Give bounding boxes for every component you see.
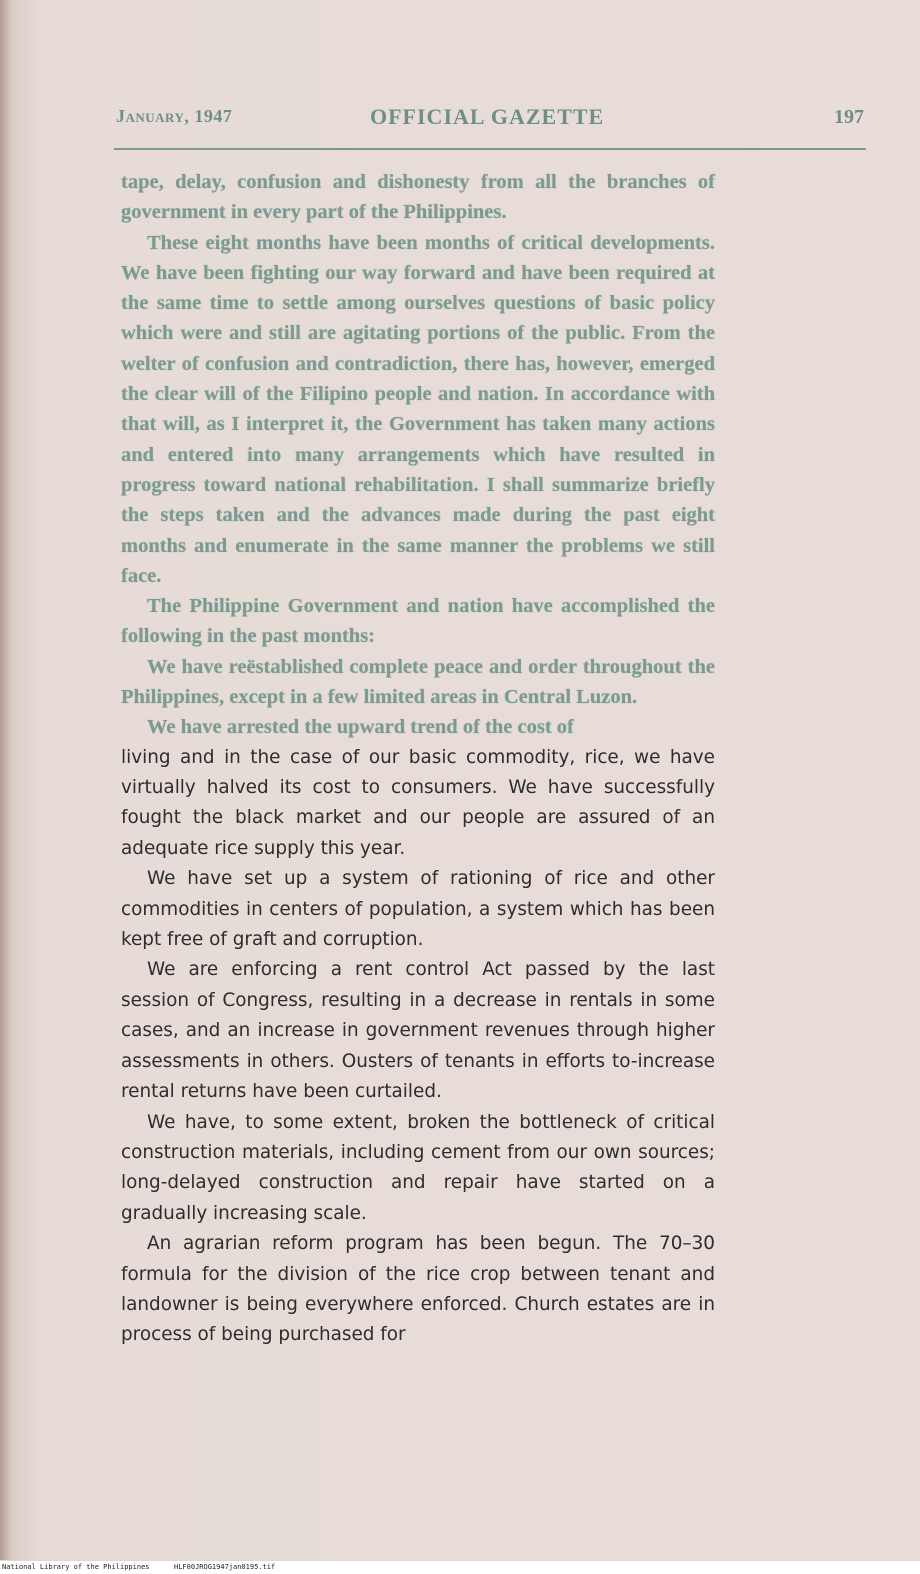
article-body <box>121 167 715 1351</box>
header-rule <box>114 148 866 150</box>
header-title: OFFICIAL GAZETTE <box>370 104 605 129</box>
footer-filename: HLF00JROG1947jan0195.tif <box>174 1563 276 1571</box>
running-header <box>116 100 864 134</box>
scan-footer <box>0 1561 920 1574</box>
paragraph: We have, to some extent, broken the bottleneck of critical construction materials, including cement from our own sources; long-delayed construction and repair have started on a gradually increasing scale. <box>121 1111 715 1224</box>
paragraph: An agrarian reform program has been begun. The 70–30 formula for the division of the rice crop between tenant and landowner is being everywhere enforced. Church estates are in process of being purchased for <box>121 1233 715 1346</box>
header-date: January, 1947 <box>116 106 233 126</box>
paragraph: living and in the case of our basic commodity, rice, we have virtually halved its cost to consumers. We have successfully fought the black market and our people are assured of an adequate rice supply this year. <box>121 746 715 859</box>
footer-library: National Library of the Philippines <box>2 1563 150 1571</box>
paragraph: tape, delay, confusion and dishonesty from all the branches of government in every part of the Philippines. <box>121 171 715 224</box>
paragraph: We have reëstablished complete peace and order throughout the Philippines, except in a few limited areas in Central Luzon. <box>121 655 715 709</box>
paragraph: We have arrested the upward trend of the cost of <box>147 716 574 739</box>
page-number: 197 <box>834 106 864 128</box>
paragraph: These eight months have been months of critical developments. We have been fighting our way forward and have been required at the same time to settle among ourselves questions of basic policy which were and still are agitating portions of the public. From the welter of confusion and contradiction, there has, however, emerged the clear will of the Filipino people and nation. In accordance with that will, as I interpret it, the Government has taken many actions and entered into many arrangements which have resulted in progress toward national rehabilitation. I shall summarize briefly the steps taken and the advances made during the past eight months and enumerate in the same manner the problems we still face. <box>121 231 715 587</box>
paragraph: The Philippine Government and nation have accomplished the following in the past months: <box>121 595 715 648</box>
paragraph: We are enforcing a rent control Act passed by the last session of Congress, resulting in a decrease in rentals in some cases, and an increase in government revenues through higher assessments in others. Ousters of tenants in efforts to-increase rental returns have been curtailed. <box>121 959 715 1103</box>
paragraph: We have set up a system of rationing of rice and other commodities in centers of population, a system which has been kept free of graft and corruption. <box>121 868 715 951</box>
